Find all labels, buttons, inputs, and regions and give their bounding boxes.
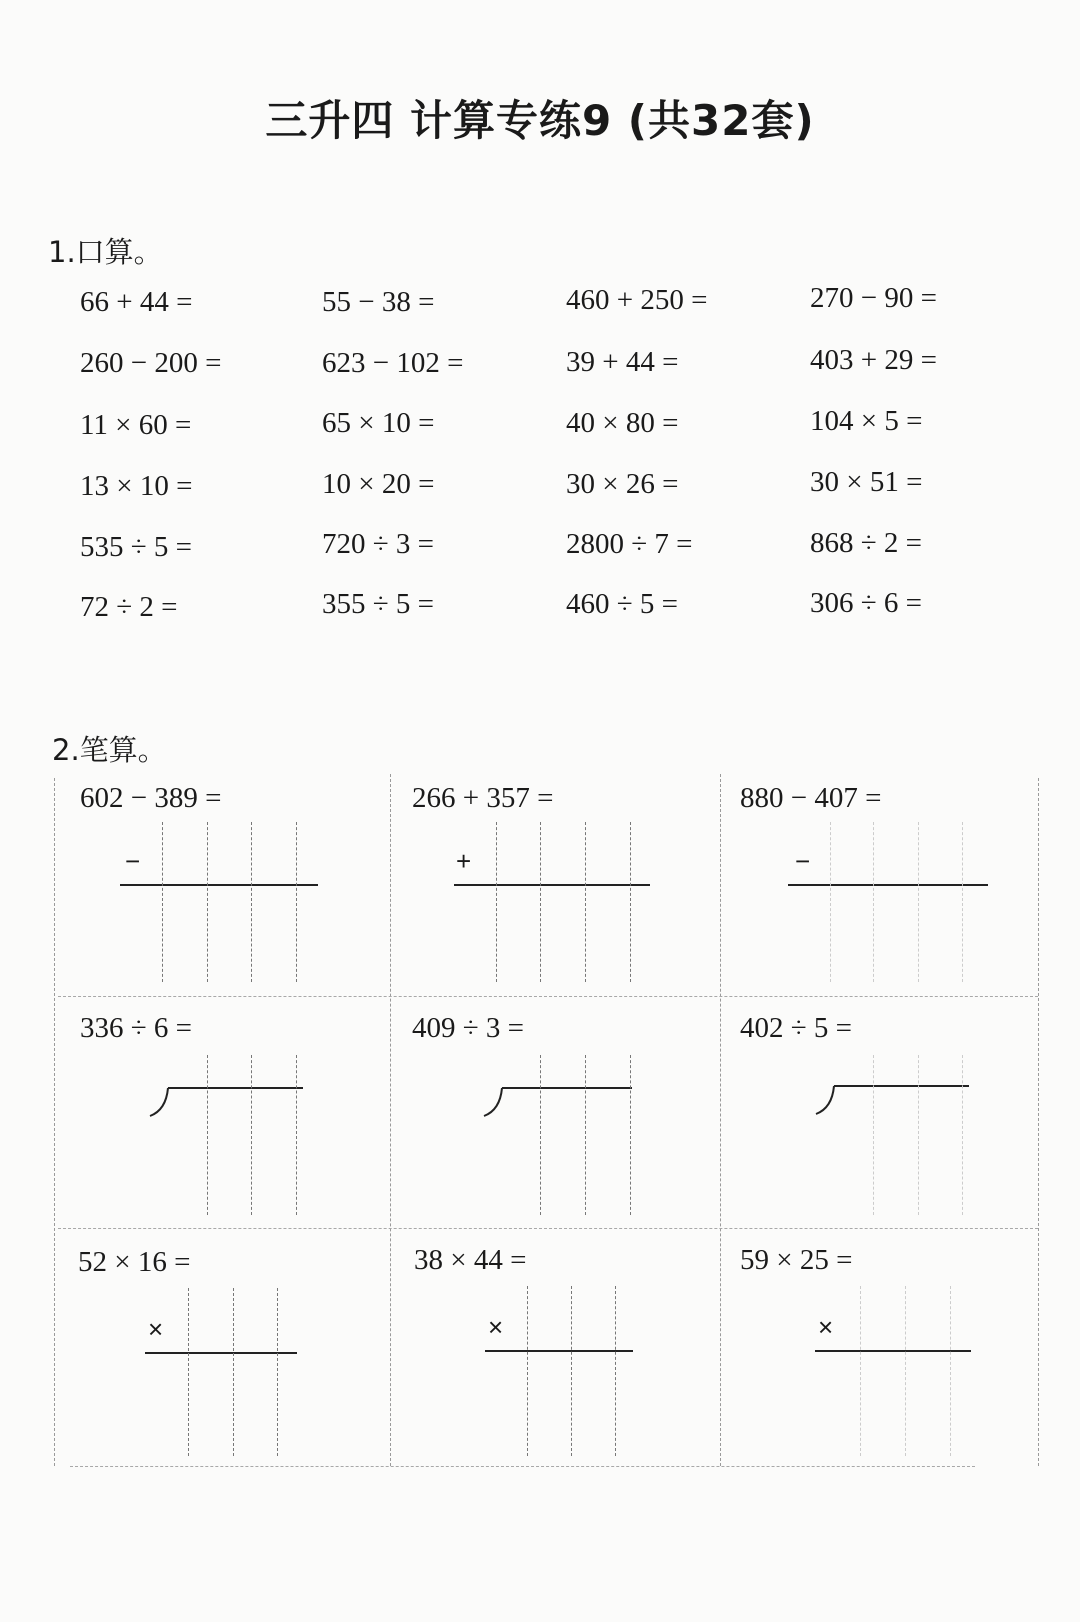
oral-problem: 40 × 80 =	[566, 407, 679, 439]
minus-sign: −	[125, 846, 141, 876]
grid-divider	[720, 774, 721, 1466]
oral-problem: 535 ÷ 5 =	[80, 531, 193, 563]
column-guide	[233, 1288, 234, 1456]
grid-divider	[58, 1228, 1038, 1229]
column-guide	[950, 1286, 951, 1456]
oral-problem: 460 ÷ 5 =	[566, 588, 679, 620]
column-guide	[962, 1055, 963, 1215]
oral-problem: 260 − 200 =	[80, 347, 222, 379]
grid-divider	[70, 1466, 975, 1467]
column-guide	[188, 1288, 189, 1456]
oral-problem: 2800 ÷ 7 =	[566, 528, 693, 560]
division-bracket	[482, 1082, 642, 1122]
written-problem: 336 ÷ 6 =	[80, 1012, 193, 1044]
written-problem: 52 × 16 =	[78, 1246, 191, 1278]
column-guide	[585, 822, 586, 982]
written-problem: 602 − 389 =	[80, 782, 222, 814]
column-guide	[207, 1055, 208, 1215]
written-problem: 880 − 407 =	[740, 782, 882, 814]
answer-line	[485, 1350, 633, 1352]
oral-problem: 39 + 44 =	[566, 346, 679, 378]
page-title: 三升四 计算专练9 (共32套)	[265, 96, 815, 145]
column-guide	[162, 822, 163, 982]
oral-problem: 30 × 26 =	[566, 468, 679, 500]
column-guide	[296, 822, 297, 982]
answer-line	[788, 884, 988, 886]
times-sign: ×	[488, 1312, 504, 1342]
column-guide	[630, 822, 631, 982]
grid-divider	[54, 778, 55, 1466]
times-sign: ×	[148, 1314, 164, 1344]
oral-problem: 11 × 60 =	[80, 409, 192, 441]
column-guide	[251, 822, 252, 982]
minus-sign: −	[795, 846, 811, 876]
written-problem: 409 ÷ 3 =	[412, 1012, 525, 1044]
column-guide	[873, 822, 874, 982]
grid-divider	[1038, 778, 1039, 1466]
column-guide	[830, 822, 831, 982]
division-bracket	[814, 1080, 984, 1120]
column-guide	[496, 822, 497, 982]
oral-problem: 306 ÷ 6 =	[810, 587, 923, 619]
column-guide	[615, 1286, 616, 1456]
written-problem: 59 × 25 =	[740, 1244, 853, 1276]
answer-line	[145, 1352, 297, 1354]
oral-problem: 65 × 10 =	[322, 407, 435, 439]
column-guide	[277, 1288, 278, 1456]
section2-heading: 2.笔算。	[52, 733, 167, 767]
oral-problem: 868 ÷ 2 =	[810, 527, 923, 559]
written-problem: 38 × 44 =	[414, 1244, 527, 1276]
column-guide	[905, 1286, 906, 1456]
column-guide	[860, 1286, 861, 1456]
division-bracket	[148, 1082, 308, 1122]
oral-problem: 10 × 20 =	[322, 468, 435, 500]
column-guide	[251, 1055, 252, 1215]
grid-divider	[58, 996, 1038, 997]
oral-problem: 355 ÷ 5 =	[322, 588, 435, 620]
column-guide	[918, 822, 919, 982]
column-guide	[873, 1055, 874, 1215]
column-guide	[630, 1055, 631, 1215]
written-problem: 402 ÷ 5 =	[740, 1012, 853, 1044]
oral-problem: 104 × 5 =	[810, 405, 923, 437]
oral-problem: 13 × 10 =	[80, 470, 193, 502]
times-sign: ×	[818, 1312, 834, 1342]
oral-problem: 270 − 90 =	[810, 282, 937, 314]
answer-line	[120, 884, 318, 886]
oral-problem: 55 − 38 =	[322, 286, 435, 318]
column-guide	[527, 1286, 528, 1456]
answer-line	[454, 884, 650, 886]
column-guide	[962, 822, 963, 982]
oral-problem: 72 ÷ 2 =	[80, 591, 178, 623]
oral-problem: 66 + 44 =	[80, 286, 193, 318]
column-guide	[540, 1055, 541, 1215]
column-guide	[207, 822, 208, 982]
column-guide	[571, 1286, 572, 1456]
section1-heading: 1.口算。	[48, 235, 163, 269]
grid-divider	[390, 774, 391, 1466]
oral-problem: 460 + 250 =	[566, 284, 708, 316]
column-guide	[585, 1055, 586, 1215]
oral-problem: 623 − 102 =	[322, 347, 464, 379]
column-guide	[296, 1055, 297, 1215]
oral-problem: 720 ÷ 3 =	[322, 528, 435, 560]
column-guide	[540, 822, 541, 982]
oral-problem: 30 × 51 =	[810, 466, 923, 498]
column-guide	[918, 1055, 919, 1215]
written-problem: 266 + 357 =	[412, 782, 554, 814]
answer-line	[815, 1350, 971, 1352]
oral-problem: 403 + 29 =	[810, 344, 937, 376]
plus-sign: +	[456, 846, 472, 876]
